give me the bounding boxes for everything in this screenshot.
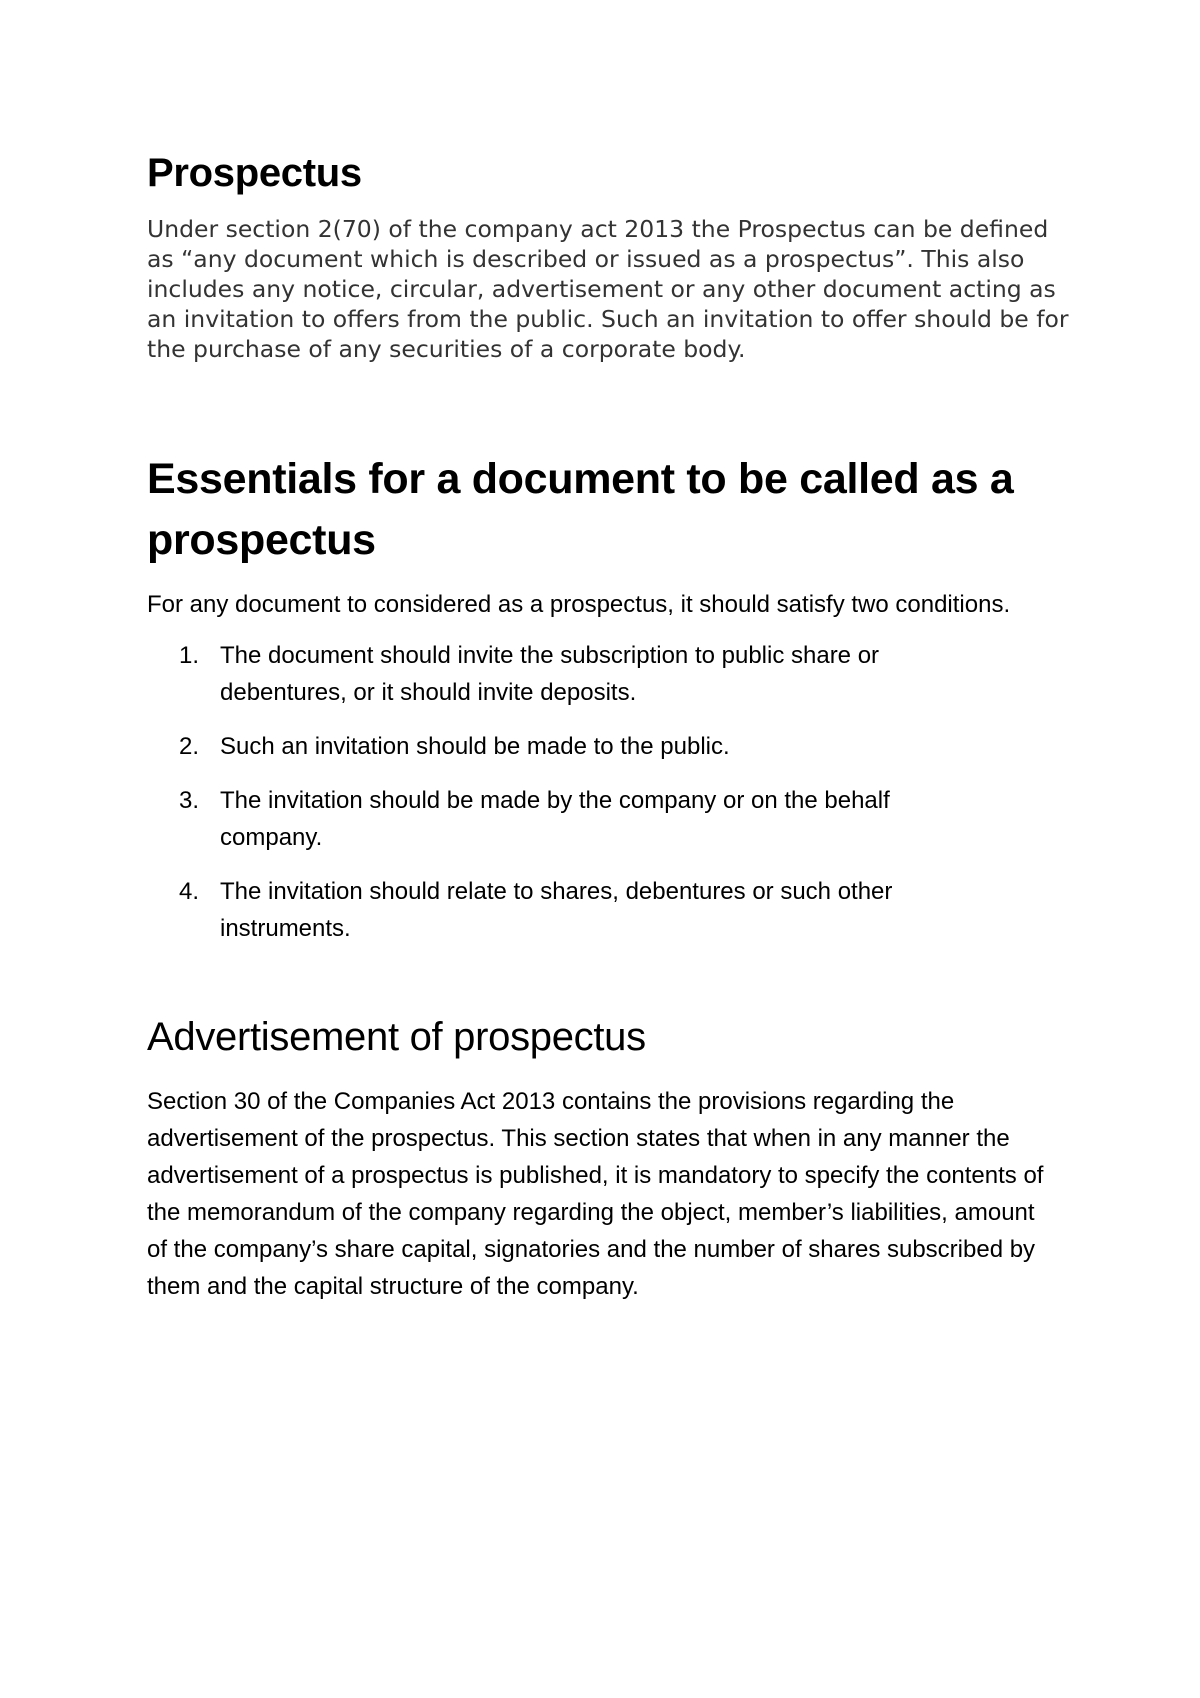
essentials-heading: Essentials for a document to be called as a prospectus: [147, 455, 1014, 564]
document-content: [147, 148, 1077, 1305]
list-item-number: 3.: [179, 787, 200, 814]
advertisement-paragraph: Section 30 of the Companies Act 2013 contains the provisions regarding the advertisement of the prospectus. This section states that when in any manner the advertisement of a prospectus is published, it is mandatory to specify the contents of the memorandum of the company regarding the object, member’s liabilities, amount of the company’s share capital, signatories and the number of shares subscribed by them and the capital structure of the company.: [147, 1088, 1044, 1300]
list-item: [147, 782, 960, 856]
list-item: [147, 637, 960, 711]
list-item-text: Such an invitation should be made to the public.: [220, 733, 730, 760]
essentials-lead-paragraph: For any document to considered as a prospectus, it should satisfy two conditions.: [147, 591, 1011, 618]
list-item-text: The invitation should be made by the company or on the behalf company.: [220, 787, 890, 851]
conditions-list: [147, 637, 1077, 947]
list-item-number: 2.: [179, 733, 200, 760]
list-item-number: 1.: [179, 642, 200, 669]
list-item: [147, 873, 960, 947]
intro-paragraph: Under section 2(70) of the company act 2013 the Prospectus can be defined as “any document which is described or issued as a prospectus”. This also includes any notice, circular, advertisement or any other document acting as an invitation to offers from the public. Such an invitation to offer should be for the purchase of any securities of a corporate body.: [147, 215, 1069, 363]
list-item-text: The document should invite the subscription to public share or debentures, or it should invite deposits.: [220, 642, 880, 706]
list-item-number: 4.: [179, 878, 200, 905]
advertisement-heading: Advertisement of prospectus: [147, 1015, 646, 1059]
document-title: Prospectus: [147, 151, 362, 195]
list-item: [147, 728, 960, 765]
list-item-text: The invitation should relate to shares, debentures or such other instruments.: [220, 878, 893, 942]
